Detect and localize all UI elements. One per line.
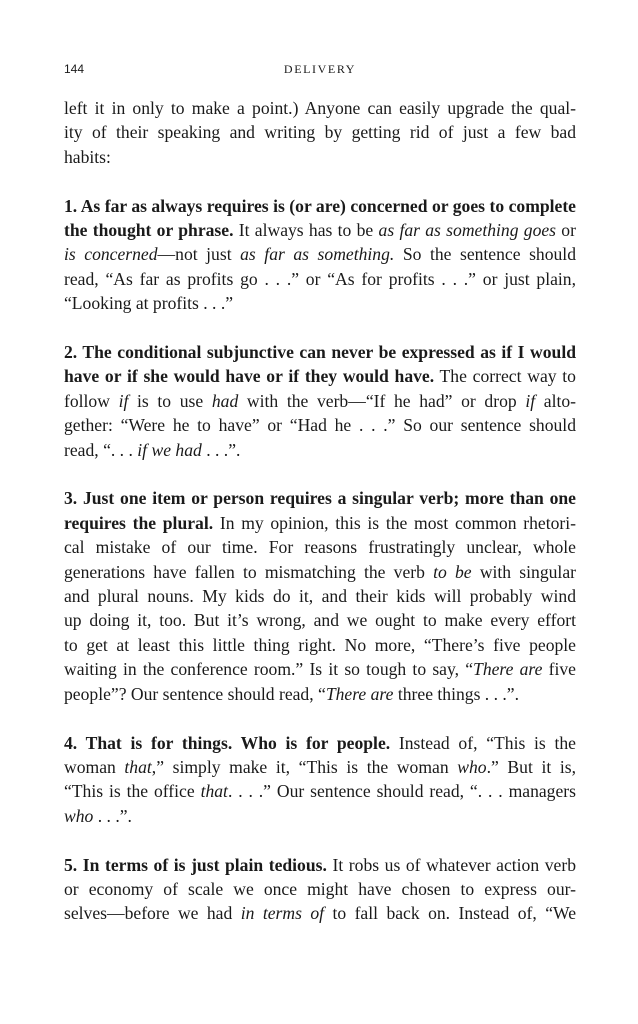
text-run: with the verb—“If he had” or drop: [238, 390, 526, 411]
italic-run: that: [200, 781, 228, 802]
text-run: people”? Our sentence should read, “: [64, 683, 326, 704]
text-line: “Looking at profits . . .”: [64, 293, 234, 314]
text-line: [64, 682, 576, 706]
text-line: [64, 389, 576, 413]
text-run: with singular: [471, 561, 576, 582]
text-line: [64, 486, 576, 510]
text-run: ,” simply make it, “This is the woman: [151, 756, 458, 777]
italic-run: as far as something.: [240, 244, 395, 265]
text-run: or: [556, 220, 576, 241]
text-run: three things . . .”.: [393, 683, 520, 704]
paragraph-rule-3: [64, 486, 576, 706]
text-run: . . . .” Our sentence should read, “. . . managers: [227, 781, 576, 802]
text-run: five: [542, 659, 576, 680]
text-line: [64, 340, 576, 364]
text-line: up doing it, too. But it’s wrong, and we ought to make every effort: [64, 610, 576, 631]
italic-run: There are: [325, 683, 394, 704]
text-run: It always has to be: [233, 220, 379, 241]
text-line: and plural nouns. My kids do it, and their kids will probably wind: [64, 586, 576, 607]
text-line: read, “As far as profits go . . .” or “As for profits . . .” or just plain,: [64, 268, 576, 289]
text-run: . . .”.: [93, 805, 132, 826]
text-run: The correct way to: [434, 366, 576, 387]
italic-run: if: [525, 390, 536, 411]
text-run: . . .”.: [201, 439, 241, 460]
text-run: follow: [64, 390, 119, 411]
rule-heading: 3. Just one item or person requires a singular verb; more than one: [64, 488, 576, 509]
text-run: read, “. . .: [64, 439, 138, 460]
text-line: [64, 194, 576, 218]
text-line: to get at least this little thing right. No more, “There’s five people: [64, 634, 576, 655]
text-line: [64, 560, 576, 584]
text-run: alto-: [535, 390, 576, 411]
paragraph-rule-1: [64, 194, 576, 316]
text-run: waiting in the conference room.” Is it so tough to say, “: [64, 659, 474, 680]
text-line: [64, 218, 576, 242]
body-text: [64, 96, 576, 950]
text-run: In my opinion, this is the most common rhetori-: [213, 512, 576, 533]
text-line: left it in only to make a point.) Anyone can easily upgrade the qual-: [64, 98, 576, 118]
italic-run: had: [211, 390, 239, 411]
italic-run: is concerned: [64, 244, 158, 265]
text-line: habits:: [64, 146, 111, 167]
text-line: [64, 779, 576, 803]
text-run: Instead of, “This is the: [390, 732, 576, 753]
rule-heading: the thought or phrase.: [64, 220, 234, 241]
text-line: [64, 511, 576, 535]
rule-heading: 5. In terms of is just plain tedious.: [64, 854, 327, 875]
running-title: DELIVERY: [283, 62, 357, 76]
italic-run: if we had: [137, 439, 202, 460]
text-line: cal mistake of our time. For reasons frustratingly unclear, whole: [64, 537, 576, 558]
text-line: [64, 901, 576, 925]
paragraph-rule-5: [64, 853, 576, 926]
text-run: is to use: [128, 390, 212, 411]
page-number: 144: [64, 62, 85, 76]
italic-run: There are: [473, 659, 543, 680]
rule-heading: 2. The conditional subjunctive can never be expressed as if I would: [64, 342, 576, 363]
text-run: “This is the office: [64, 781, 201, 802]
text-line: [64, 438, 576, 462]
paragraph-intro: [64, 96, 576, 169]
text-line: [64, 755, 576, 779]
text-line: ity of their speaking and writing by getting rid of just a few bad: [64, 122, 576, 143]
text-line: [64, 364, 576, 388]
text-line: [64, 853, 576, 877]
text-line: [64, 242, 576, 266]
text-line: or economy of scale we once might have chosen to express our-: [64, 878, 576, 899]
italic-run: who: [457, 756, 487, 777]
text-run: selves—before we had: [64, 903, 241, 924]
rule-heading: 1. As far as always requires is (or are) concerned or goes to complete: [64, 195, 576, 216]
text-run: .” But it is,: [486, 756, 576, 777]
text-run: —not just: [157, 244, 241, 265]
italic-run: as far as something goes: [378, 220, 557, 241]
running-head: [64, 62, 576, 80]
paragraph-rule-2: [64, 340, 576, 462]
rule-heading: requires the plural.: [64, 512, 214, 533]
text-line: [64, 731, 576, 755]
italic-run: if: [118, 390, 129, 411]
italic-run: who: [64, 805, 94, 826]
text-run: to fall back on. Instead of, “We: [324, 903, 577, 924]
text-line: gether: “Were he to have” or “Had he . . .” So our sentence should: [64, 415, 576, 436]
italic-run: in terms of: [240, 903, 325, 924]
text-run: woman: [64, 756, 125, 777]
text-run: It robs us of whatever action verb: [326, 854, 576, 875]
text-run: So the sentence should: [394, 244, 576, 265]
paragraph-rule-4: [64, 731, 576, 829]
italic-run: to be: [433, 561, 472, 582]
text-run: generations have fallen to mismatching the verb: [64, 561, 434, 582]
rule-heading: 4. That is for things. Who is for people.: [64, 732, 391, 753]
text-line: [64, 804, 576, 828]
italic-run: that: [124, 756, 152, 777]
rule-heading: have or if she would have or if they would have.: [64, 366, 435, 387]
text-line: [64, 657, 576, 681]
